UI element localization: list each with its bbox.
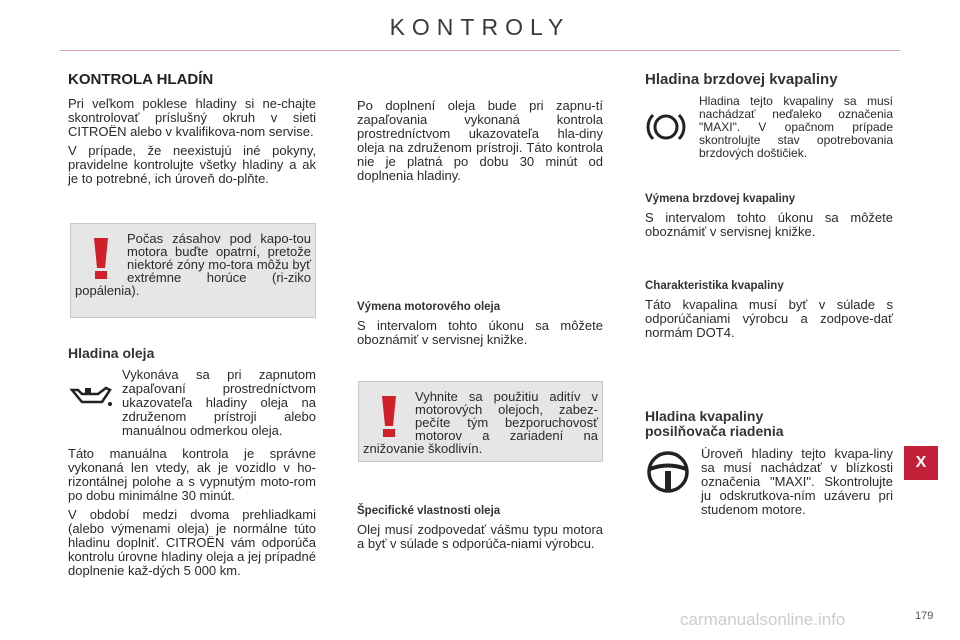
column-1 — [68, 73, 316, 191]
steering-fluid-section — [645, 409, 893, 522]
warning-text: Vyhnite sa použitiu aditív v motorových olejoch, zabez-pečíte tým bezporuchovosť motorov a zariadení na znižovanie škodlivín. — [363, 389, 598, 456]
section-heading-oil-spec: Špecifické vlastnosti oleja — [357, 505, 501, 517]
brake-icon-text: Hladina tejto kvapaliny sa musí nachádzať neďaleko označenia "MAXI". V opačnom prípade skontrolujte stav opotrebovania brzdových doštičiek. — [699, 95, 893, 160]
chapter-tab: X — [904, 446, 938, 480]
steering-icon-row — [645, 447, 893, 522]
oil-can-icon — [68, 380, 114, 410]
section-heading-oil-level: Hladina oleja — [68, 345, 155, 361]
section-heading-levels: KONTROLA HLADÍN — [68, 71, 214, 88]
footer-watermark: carmanualsonline.info — [680, 610, 846, 629]
oil-icon-text: Vykonáva sa pri zapnutom zapaľovaní prostredníctvom ukazovateľa hladiny oleja na združenom prístroji alebo manuálnou odmerkou oleja. — [122, 368, 316, 438]
brake-warning-icon — [645, 109, 687, 145]
page-title: KONTROLY — [389, 14, 571, 40]
paragraph: S intervalom tohto úkonu sa môžete oboznámiť v servisnej knižke. — [357, 318, 603, 347]
heading-line-2: posilňovača riadenia — [645, 423, 784, 439]
fluid-spec-section — [645, 279, 893, 345]
column-2 — [357, 99, 603, 188]
warning-exclamation-icon — [79, 236, 123, 280]
section-heading-brake-change: Výmena brzdovej kvapaliny — [645, 193, 796, 205]
steering-icon-text: Úroveň hladiny tejto kvapa-liny sa musí nachádzať v blízkosti označenia "MAXI". Skontrolujte ju odskrutkova-ním uzáveru pri studenom motore. — [701, 447, 893, 517]
brake-icon-row — [645, 95, 893, 165]
oil-change-section — [357, 300, 603, 352]
warning-box-additives — [358, 381, 603, 462]
section-heading-steering-fluid — [645, 409, 893, 439]
warning-exclamation-icon — [367, 394, 411, 438]
warning-box-hot-engine — [70, 223, 316, 318]
paragraph: Táto manuálna kontrola je správne vykonaná len vtedy, ak je vozidlo v ho-rizontálnej polohe a s vypnutým moto-rom po dobu minimálne 30 minút. — [68, 446, 316, 503]
paragraph: V prípade, že neexistujú iné pokyny, pravidelne kontrolujte všetky hladiny a ak je to potrebné, ich úroveň do-plňte. — [68, 143, 316, 186]
steering-wheel-icon — [645, 449, 691, 495]
oil-icon-row — [68, 368, 316, 443]
oil-spec-section — [357, 504, 603, 556]
page-number: 179 — [915, 610, 934, 622]
brake-change-section — [645, 192, 893, 244]
heading-line-1: Hladina kvapaliny — [645, 408, 764, 424]
paragraph: Po doplnení oleja bude pri zapnu-tí zapaľovania vykonaná kontrola prostredníctvom ukazovateľa hla-diny oleja na združenom prístroji. Táto kontrola nie je platná po dobu 30 minút od doplnenia hladiny. — [357, 98, 603, 183]
paragraph: S intervalom tohto úkonu sa môžete oboznámiť v servisnej knižke. — [645, 210, 893, 239]
warning-text: Počas zásahov pod kapo-tou motora buďte opatrní, pretože niektoré zóny mo-tora môžu byť extrémne horúce (ri-ziko popálenia). — [75, 231, 311, 298]
paragraph: Táto kvapalina musí byť v súlade s odporúčaniami výrobcu a zodpove-dať normám DOT4. — [645, 297, 893, 340]
section-heading-fluid-spec: Charakteristika kvapaliny — [645, 280, 784, 292]
title-divider — [60, 50, 900, 51]
paragraph: Pri veľkom poklese hladiny si ne-chajte skontrolovať príslušný okruh v sieti CITROËN alebo v kvalifikova-nom servise. — [68, 96, 316, 139]
oil-level-section — [68, 346, 316, 583]
section-heading-brake-fluid: Hladina brzdovej kvapaliny — [645, 71, 838, 88]
section-heading-oil-change: Výmena motorového oleja — [357, 301, 501, 313]
paragraph: Olej musí zodpovedať vášmu typu motora a byť v súlade s odporúča-niami výrobcu. — [357, 522, 603, 551]
brake-fluid-section — [645, 73, 893, 165]
paragraph: V období medzi dvoma prehliadkami (alebo výmenami oleja) je normálne túto hladinu doplniť. CITROËN vám odporúča kontrolu úrovne hladiny oleja a jej prípadné doplnenie kaž-dých 5 000 km. — [68, 507, 316, 578]
